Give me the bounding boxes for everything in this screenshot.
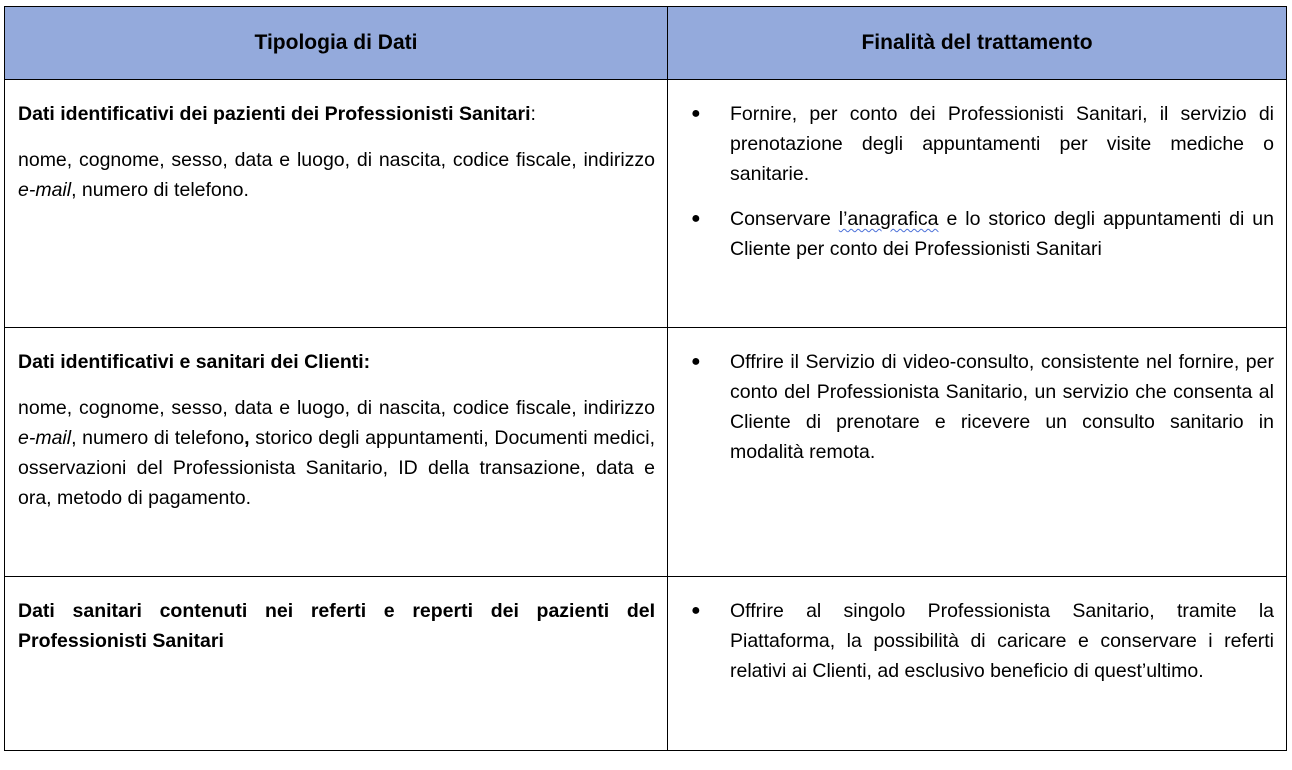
- purpose-list: [681, 99, 1274, 264]
- description-text: storico degli appuntamenti, Documenti medici, osservazioni del Professionista Sanitario, ID della transazione, data e ora, metodo di pagamento.: [18, 427, 655, 509]
- description-emphasis: e-mail: [18, 427, 72, 449]
- header-processing-purpose: Finalità del trattamento: [668, 7, 1287, 80]
- data-type-cell: [5, 577, 668, 751]
- purpose-text-part: Offrire al singolo Professionista Sanitario, tramite la Piattaforma, la possibilità di caricare e conservare i referti relativi ai Clienti, ad esclusivo beneficio di quest’ultimo.: [730, 600, 1274, 682]
- bullet-icon: ●: [691, 105, 701, 122]
- data-type-description: [18, 145, 655, 205]
- purpose-text: [730, 347, 1274, 467]
- purpose-text-part: Fornire, per conto dei Professionisti Sanitari, il servizio di prenotazione degli appuntamenti per visite mediche o sanitarie.: [730, 103, 1274, 185]
- purpose-text-part: Conservare: [730, 208, 839, 230]
- purpose-text: [730, 596, 1274, 686]
- data-type-title: [18, 99, 655, 129]
- data-type-title-colon: :: [530, 103, 536, 125]
- purpose-cell: [668, 80, 1287, 328]
- purpose-cell: [668, 328, 1287, 577]
- purpose-text-part: Offrire il Servizio di video-consulto, consistente nel fornire, per conto del Professionista Sanitario, un servizio che consenta al Cliente di prenotare e ricevere un consulto sanitario in modalità remota.: [730, 351, 1274, 463]
- description-text: nome, cognome, sesso, data e luogo, di nascita, codice fiscale, indirizzo: [18, 397, 655, 419]
- data-processing-table: [4, 6, 1287, 751]
- header-data-type: Tipologia di Dati: [5, 7, 668, 80]
- description-strong: ,: [244, 427, 250, 449]
- data-type-description: [18, 393, 655, 513]
- purpose-text: [730, 204, 1274, 264]
- data-type-title: [18, 596, 655, 656]
- description-text: , numero di telefono.: [71, 179, 249, 201]
- description-text: , numero di telefono: [71, 427, 245, 449]
- purpose-cell: [668, 577, 1287, 751]
- description-emphasis: e-mail: [18, 179, 72, 201]
- bullet-icon: ●: [691, 602, 701, 619]
- table-row: [5, 577, 1287, 751]
- bullet-icon: ●: [691, 210, 701, 227]
- purpose-list: [681, 596, 1274, 686]
- table-row: [5, 80, 1287, 328]
- bullet-icon: ●: [691, 353, 701, 370]
- purpose-list: [681, 347, 1274, 467]
- data-type-title-text: Dati identificativi dei pazienti dei Professionisti Sanitari: [18, 103, 531, 125]
- purpose-text-part: e lo storico degli appuntamenti di un Cliente per conto dei Professionisti Sanitari: [730, 208, 1274, 260]
- purpose-item: [681, 596, 1274, 686]
- header-row: [5, 7, 1287, 80]
- purpose-text: [730, 99, 1274, 189]
- data-type-title: [18, 347, 655, 377]
- table-row: [5, 328, 1287, 577]
- data-type-title-text: Dati sanitari contenuti nei referti e reperti dei pazienti deI Professionisti Sanitari: [18, 600, 655, 652]
- data-type-cell: [5, 328, 668, 577]
- spellcheck-marked-word[interactable]: l’anagrafica: [838, 208, 939, 230]
- purpose-item: [681, 204, 1274, 264]
- description-text: nome, cognome, sesso, data e luogo, di nascita, codice fiscale, indirizzo: [18, 149, 655, 171]
- purpose-item: [681, 99, 1274, 189]
- data-type-cell: [5, 80, 668, 328]
- data-type-title-text: Dati identificativi e sanitari dei Clienti:: [18, 351, 371, 373]
- purpose-item: [681, 347, 1274, 467]
